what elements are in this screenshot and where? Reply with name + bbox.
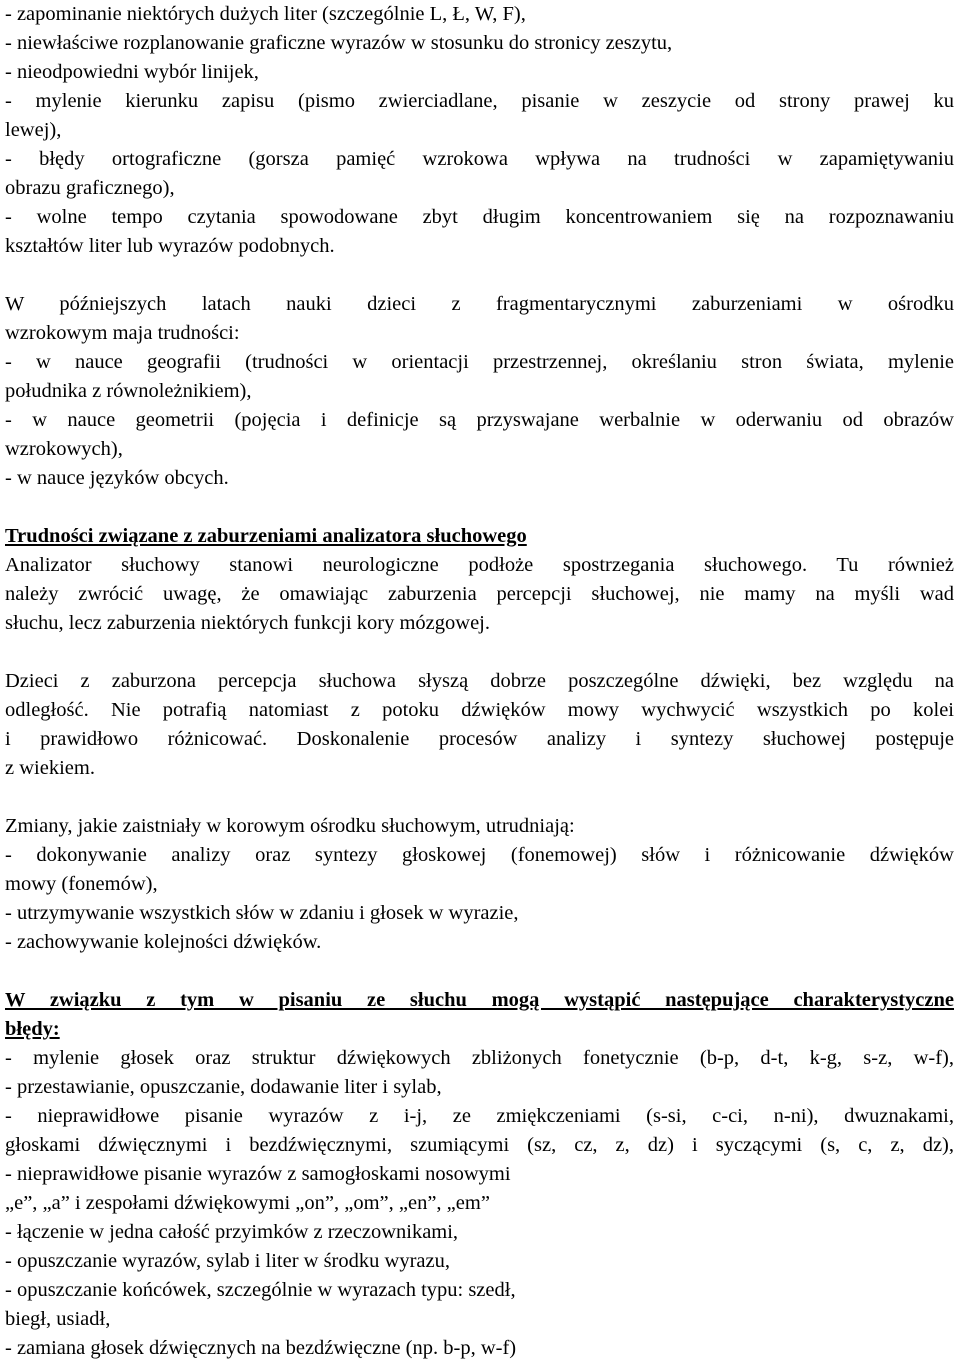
list-item-continuation: mowy (fonemów),	[5, 873, 158, 895]
list-item: - przestawianie, opuszczanie, dodawanie liter i sylab,	[5, 1076, 442, 1098]
list-item-continuation: głoskami dźwięcznymi i bezdźwięcznymi, szumiącymi (sz, cz, z, dz) i syczącymi (s, c, z, dz),	[5, 1134, 954, 1156]
list-item: - opuszczanie końcówek, szczególnie w wyrazach typu: szedł,	[5, 1279, 516, 1301]
auditory-perception-paragraph	[5, 667, 954, 783]
list-item: - utrzymywanie wszystkich słów w zdaniu i głosek w wyrazie,	[5, 902, 519, 924]
section-heading-errors	[5, 986, 954, 1044]
list-item: - błędy ortograficzne (gorsza pamięć wzrokowa wpływa na trudności w zapamiętywaniu	[5, 148, 954, 170]
paragraph-line: W późniejszych latach nauki dzieci z fragmentarycznymi zaburzeniami w ośrodku	[5, 293, 954, 315]
paragraph-gap	[5, 638, 954, 667]
paragraph-line: Dzieci z zaburzona percepcja słuchowa słyszą dobrze poszczególne dźwięki, bez względu na	[5, 670, 954, 692]
list-item: - w nauce języków obcych.	[5, 467, 229, 489]
list-item-continuation: wzrokowych),	[5, 438, 123, 460]
paragraph-line: odległość. Nie potrafią natomiast z potoku dźwięków mowy wychwycić wszystkich po kolei	[5, 699, 954, 721]
heading-line: błędy:	[5, 1018, 60, 1040]
list-item-continuation: obrazu graficznego),	[5, 177, 175, 199]
paragraph-line: Analizator słuchowy stanowi neurologiczne podłoże spostrzegania słuchowego. Tu również	[5, 554, 954, 576]
list-item: - mylenie kierunku zapisu (pismo zwierciadlane, pisanie w zeszycie od strony prawej ku	[5, 90, 954, 112]
list-item: - zachowywanie kolejności dźwięków.	[5, 931, 322, 953]
paragraph-line: wzrokowym maja trudności:	[5, 322, 240, 344]
visual-errors-list	[5, 0, 954, 261]
paragraph-line: należy zwrócić uwagę, że omawiając zaburzenia percepcji słuchowej, nie mamy na myśli wad	[5, 583, 954, 605]
paragraph-line: Zmiany, jakie zaistniały w korowym ośrodku słuchowym, utrudniają:	[5, 815, 575, 837]
paragraph-line: słuchu, lecz zaburzenia niektórych funkcji kory mózgowej.	[5, 612, 490, 634]
list-item: - zapominanie niektórych dużych liter (szczególnie L, Ł, W, F),	[5, 3, 526, 25]
dictation-errors-list	[5, 1044, 954, 1363]
later-years-paragraph	[5, 290, 954, 493]
list-item: - opuszczanie wyrazów, sylab i liter w środku wyrazu,	[5, 1250, 450, 1272]
paragraph-line: i prawidłowo różnicować. Doskonalenie procesów analizy i syntezy słuchowej postępuje	[5, 728, 954, 750]
list-item: - nieprawidłowe pisanie wyrazów z i-j, ze zmiękczeniami (s-si, c-ci, n-ni), dwuznakami,	[5, 1105, 954, 1127]
list-item-continuation: biegł, usiadł,	[5, 1308, 111, 1330]
list-item-continuation: południka z równoleżnikiem),	[5, 380, 252, 402]
paragraph-gap	[5, 783, 954, 812]
list-item-continuation: kształtów liter lub wyrazów podobnych.	[5, 235, 335, 257]
list-item-continuation: „e”, „a” i zespołami dźwiękowymi „on”, „om”, „en”, „em”	[5, 1192, 490, 1214]
cortical-changes-paragraph	[5, 812, 954, 957]
paragraph-gap	[5, 957, 954, 986]
section-heading-auditory: Trudności związane z zaburzeniami analizatora słuchowego	[5, 525, 527, 547]
paragraph-gap	[5, 493, 954, 522]
list-item: - niewłaściwe rozplanowanie graficzne wyrazów w stosunku do stronicy zeszytu,	[5, 32, 673, 54]
auditory-intro-paragraph	[5, 551, 954, 638]
list-item: - łączenie w jedna całość przyimków z rzeczownikami,	[5, 1221, 459, 1243]
list-item-continuation: lewej),	[5, 119, 62, 141]
list-item: - w nauce geografii (trudności w orientacji przestrzennej, określaniu stron świata, mylenie	[5, 351, 954, 373]
paragraph-line: z wiekiem.	[5, 757, 95, 779]
list-item: - mylenie głosek oraz struktur dźwiękowych zbliżonych fonetycznie (b-p, d-t, k-g, s-z, w-f),	[5, 1047, 954, 1069]
list-item: - zamiana głosek dźwięcznych na bezdźwięczne (np. b-p, w-f)	[5, 1337, 517, 1359]
list-item: - nieprawidłowe pisanie wyrazów z samogłoskami nosowymi	[5, 1163, 511, 1185]
paragraph-gap	[5, 261, 954, 290]
list-item: - w nauce geometrii (pojęcia i definicje są przyswajane werbalnie w oderwaniu od obrazów	[5, 409, 954, 431]
list-item: - dokonywanie analizy oraz syntezy głoskowej (fonemowej) słów i różnicowanie dźwięków	[5, 844, 954, 866]
list-item: - wolne tempo czytania spowodowane zbyt długim koncentrowaniem się na rozpoznawaniu	[5, 206, 954, 228]
list-item: - nieodpowiedni wybór linijek,	[5, 61, 259, 83]
heading-line: W związku z tym w pisaniu ze słuchu mogą wystąpić następujące charakterystyczne	[5, 989, 954, 1011]
